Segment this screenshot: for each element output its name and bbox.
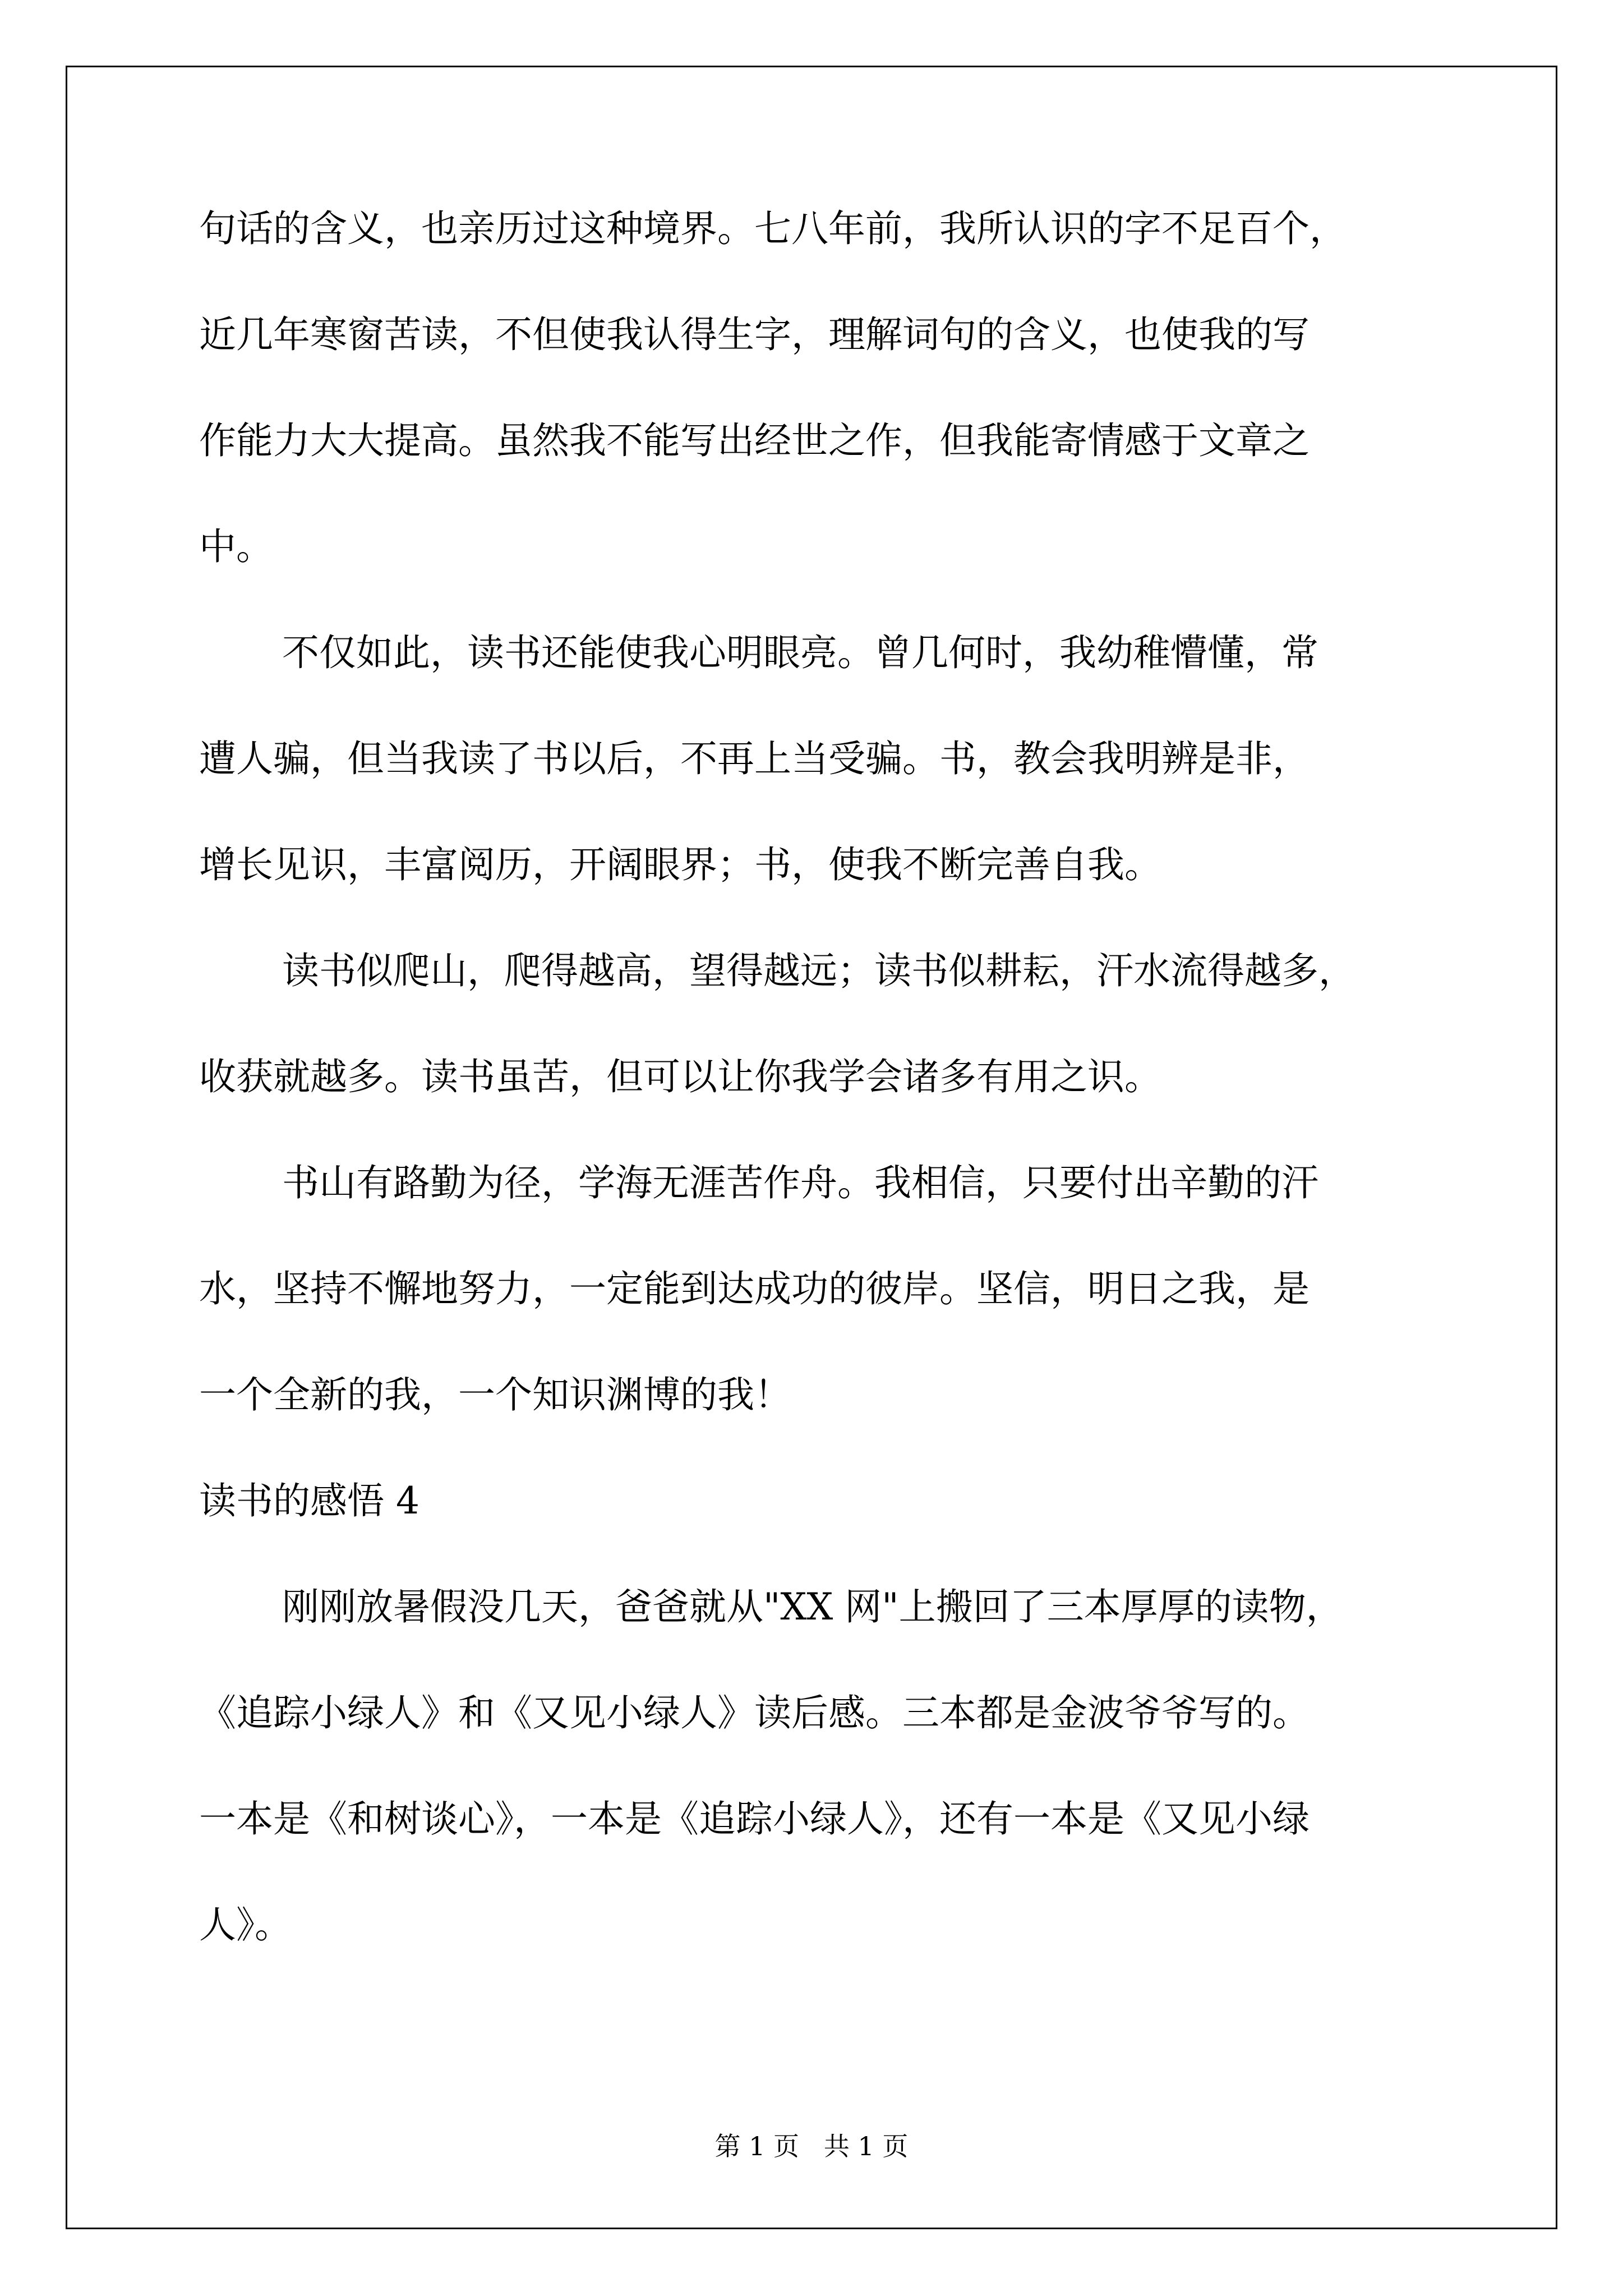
paragraph-start-line: 刚刚放暑假没几天，爸爸就从"XX 网"上搬回了三本厚厚的读物，	[282, 1585, 1343, 1628]
text-line: 近几年寒窗苦读，不但使我认得生字，理解词句的含义，也使我的写	[199, 313, 1310, 356]
section-heading: 读书的感悟 4	[199, 1479, 419, 1522]
text-line: 《追踪小绿人》和《又见小绿人》读后感。三本都是金波爷爷写的。	[199, 1691, 1310, 1734]
text-line: 一本是《和树谈心》，一本是《追踪小绿人》，还有一本是《又见小绿	[199, 1797, 1310, 1841]
text-line: 人》。	[199, 1903, 292, 1947]
text-line: 增长见识，丰富阅历，开阔眼界；书，使我不断完善自我。	[199, 843, 1161, 886]
paragraph-start-line: 不仅如此，读书还能使我心明眼亮。曾几何时，我幼稚懵懂，常	[282, 631, 1318, 674]
text-line: 收获就越多。读书虽苦，但可以让你我学会诸多有用之识。	[199, 1055, 1161, 1098]
text-line: 一个全新的我，一个知识渊博的我！	[199, 1373, 791, 1416]
text-line: 句话的含义，也亲历过这种境界。七八年前，我所认识的字不足百个，	[199, 207, 1347, 250]
text-line: 作能力大大提高。虽然我不能写出经世之作，但我能寄情感于文章之	[199, 419, 1310, 462]
paragraph-start-line: 书山有路勤为径，学海无涯苦作舟。我相信，只要付出辛勤的汗	[282, 1161, 1318, 1204]
text-line: 水，坚持不懈地努力，一定能到达成功的彼岸。坚信，明日之我，是	[199, 1267, 1310, 1310]
page-footer: 第 1 页 共 1 页	[714, 2131, 909, 2161]
paragraph-start-line: 读书似爬山，爬得越高，望得越远；读书似耕耘，汗水流得越多，	[282, 949, 1355, 992]
text-line: 遭人骗，但当我读了书以后，不再上当受骗。书，教会我明辨是非，	[199, 737, 1310, 780]
text-line: 中。	[199, 525, 273, 568]
